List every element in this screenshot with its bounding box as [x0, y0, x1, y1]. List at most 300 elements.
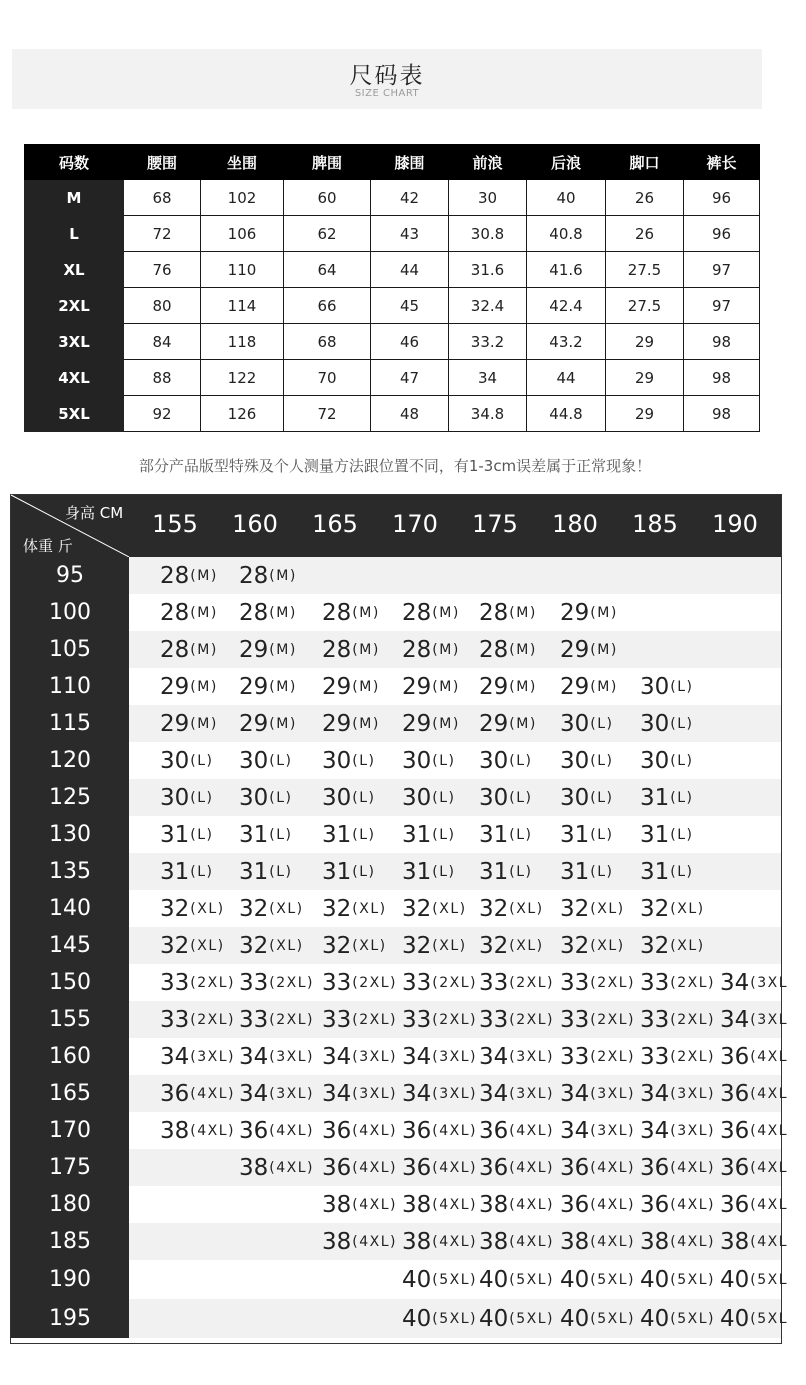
waist-size-number: 29: [560, 673, 590, 700]
waist-size-number: 40: [479, 1305, 509, 1332]
size-code: (XL): [269, 900, 304, 917]
waist-size-number: 38: [479, 1191, 509, 1218]
size-code: (3XL): [352, 1085, 398, 1102]
size-code: (5XL: [750, 1310, 789, 1327]
size-code: (M): [432, 641, 460, 658]
header-band: [12, 49, 762, 109]
weight-row-label: 150: [11, 964, 129, 1001]
waist-size-number: 40: [640, 1266, 670, 1293]
size-code: (M): [190, 641, 218, 658]
size-recommendation-cell: [479, 1149, 565, 1186]
weight-row-label: 145: [11, 927, 129, 964]
measurement-cell: 34: [449, 360, 527, 396]
size-recommendation-cell: [322, 1112, 408, 1149]
size-recommendation-cell: [160, 594, 246, 631]
size-recommendation-cell: [640, 1112, 726, 1149]
size-recommendation-cell: [239, 1001, 325, 1038]
measurement-cell: 66: [284, 288, 371, 324]
weight-row-label: 120: [11, 742, 129, 779]
size-code: (2XL): [670, 1011, 716, 1028]
size-recommendation-cell: [479, 1075, 565, 1112]
waist-size-number: 40: [640, 1305, 670, 1332]
waist-size-number: 30: [640, 710, 670, 737]
size-recommendation-cell: [402, 594, 488, 631]
size-label-cell: 5XL: [25, 396, 124, 432]
waist-size-number: 38: [322, 1228, 352, 1255]
measurement-cell: 40.8: [527, 216, 606, 252]
size-code: (XL): [432, 937, 467, 954]
size-code: (XL): [269, 937, 304, 954]
waist-size-number: 36: [560, 1191, 590, 1218]
waist-size-number: 32: [160, 932, 190, 959]
size-code: (L): [269, 826, 293, 843]
size-code: (XL): [509, 937, 544, 954]
size-recommendation-cell: [160, 927, 246, 964]
waist-size-number: 36: [479, 1154, 509, 1181]
measurement-cell: 31.6: [449, 252, 527, 288]
waist-size-number: 30: [640, 673, 670, 700]
waist-size-number: 32: [560, 932, 590, 959]
size-recommendation-cell: [322, 890, 408, 927]
size-recommendation-cell: [239, 927, 325, 964]
waist-size-number: 34: [560, 1117, 590, 1144]
size-code: (L): [509, 863, 533, 880]
measurement-cell: 33.2: [449, 324, 527, 360]
measurement-cell: 42.4: [527, 288, 606, 324]
measurement-cell: 114: [201, 288, 284, 324]
size-recommendation-cell: [239, 964, 325, 1001]
size-recommendation-cell: [402, 631, 488, 668]
measurement-cell: 118: [201, 324, 284, 360]
waist-size-number: 33: [640, 1043, 670, 1070]
waist-size-number: 36: [720, 1043, 750, 1070]
size-recommendation-cell: [720, 1112, 806, 1149]
size-recommendation-cell: [402, 1299, 488, 1338]
size-code: (L): [590, 863, 614, 880]
measurement-cell: 29: [606, 396, 684, 432]
size-code: (4XL): [670, 1159, 716, 1176]
waist-size-number: 28: [160, 636, 190, 663]
size-code: (L): [432, 826, 456, 843]
size-recommendation-cell: [402, 1001, 488, 1038]
size-recommendation-cell: [322, 631, 408, 668]
waist-size-number: 32: [322, 932, 352, 959]
waist-size-number: 33: [160, 969, 190, 996]
size-recommendation-cell: [322, 816, 408, 853]
size-code: (M): [590, 678, 618, 695]
measurement-cell: 34.8: [449, 396, 527, 432]
size-recommendation-cell: [560, 890, 646, 927]
measurement-cell: 26: [606, 180, 684, 216]
measurement-cell: 45: [371, 288, 449, 324]
waist-size-number: 33: [560, 1043, 590, 1070]
waist-size-number: 32: [560, 895, 590, 922]
weight-row-label: 100: [11, 594, 129, 631]
size-recommendation-cell: [322, 1001, 408, 1038]
table-row: [11, 557, 781, 594]
measurement-cell: 70: [284, 360, 371, 396]
size-code: (4XL): [509, 1233, 555, 1250]
weight-row-label: 170: [11, 1112, 129, 1149]
waist-size-number: 31: [479, 821, 509, 848]
waist-size-number: 32: [640, 932, 670, 959]
size-code: (M): [269, 641, 297, 658]
size-recommendation-cell: [402, 668, 488, 705]
waist-size-number: 36: [720, 1191, 750, 1218]
waist-size-number: 33: [560, 969, 590, 996]
size-recommendation-cell: [479, 1299, 565, 1338]
size-recommendation-cell: [640, 1299, 726, 1338]
size-recommendation-cell: [640, 742, 726, 779]
waist-size-number: 30: [402, 784, 432, 811]
table-row: [11, 1112, 789, 1149]
size-code: (2XL): [352, 1011, 398, 1028]
measurement-cell: 97: [684, 252, 760, 288]
size-recommendation-cell: [479, 853, 565, 890]
waist-size-number: 28: [239, 562, 269, 589]
size-recommendation-cell: [322, 1186, 408, 1223]
waist-size-number: 29: [402, 710, 432, 737]
size-recommendation-cell: [720, 1260, 806, 1299]
size-recommendation-cell: [239, 594, 325, 631]
size-recommendation-cell: [720, 1001, 806, 1038]
measurement-cell: 72: [284, 396, 371, 432]
size-recommendation-cell: [560, 1001, 646, 1038]
waist-size-number: 30: [479, 747, 509, 774]
waist-size-number: 36: [720, 1154, 750, 1181]
waist-size-number: 30: [239, 784, 269, 811]
size-recommendation-cell: [160, 705, 246, 742]
size-code: (XL): [352, 937, 387, 954]
size-recommendation-cell: [160, 853, 246, 890]
waist-size-number: 38: [479, 1228, 509, 1255]
size-code: (2XL): [509, 974, 555, 991]
size-code: (3XL): [269, 1085, 315, 1102]
size-code: (L): [670, 826, 694, 843]
waist-size-number: 34: [640, 1080, 670, 1107]
table-row: [25, 252, 760, 288]
size-recommendation-cell: [239, 890, 325, 927]
waist-size-number: 33: [640, 969, 670, 996]
size-code: (4XL): [432, 1233, 478, 1250]
size-recommendation-grid: [10, 494, 789, 1344]
size-code: (2XL): [269, 1011, 315, 1028]
size-code: (L): [269, 752, 293, 769]
measurement-cell: 32.4: [449, 288, 527, 324]
size-code: (3XL): [509, 1085, 555, 1102]
size-recommendation-cell: [239, 705, 325, 742]
column-header: 脚口: [606, 145, 684, 180]
waist-size-number: 38: [402, 1191, 432, 1218]
waist-size-number: 31: [322, 821, 352, 848]
size-recommendation-cell: [160, 964, 246, 1001]
waist-size-number: 36: [640, 1191, 670, 1218]
size-code: (5XL): [670, 1310, 716, 1327]
waist-size-number: 38: [160, 1117, 190, 1144]
waist-size-number: 40: [479, 1266, 509, 1293]
waist-size-number: 29: [479, 710, 509, 737]
size-recommendation-cell: [479, 742, 565, 779]
measurement-cell: 43.2: [527, 324, 606, 360]
size-recommendation-cell: [322, 853, 408, 890]
weight-row-label: 110: [11, 668, 129, 705]
size-table-header: [25, 145, 760, 180]
size-code: (L): [670, 715, 694, 732]
waist-size-number: 29: [160, 710, 190, 737]
waist-size-number: 30: [640, 747, 670, 774]
size-code: (M): [190, 604, 218, 621]
measurement-cell: 88: [124, 360, 201, 396]
weight-row-label: 115: [11, 705, 129, 742]
waist-size-number: 31: [479, 858, 509, 885]
table-row: [11, 1299, 789, 1338]
size-recommendation-cell: [322, 1149, 408, 1186]
waist-size-number: 28: [160, 562, 190, 589]
measurement-cell: 43: [371, 216, 449, 252]
size-code: (XL): [352, 900, 387, 917]
size-recommendation-cell: [720, 1186, 806, 1223]
measurement-cell: 106: [201, 216, 284, 252]
size-recommendation-cell: [160, 1112, 246, 1149]
size-recommendation-cell: [479, 1223, 565, 1260]
table-row: [11, 1260, 789, 1299]
size-code: (4XL): [190, 1122, 236, 1139]
size-code: (L): [432, 789, 456, 806]
waist-size-number: 31: [239, 858, 269, 885]
size-code: (2XL): [509, 1011, 555, 1028]
size-recommendation-cell: [239, 1149, 325, 1186]
size-recommendation-cell: [640, 853, 726, 890]
size-recommendation-cell: [640, 779, 726, 816]
size-recommendation-cell: [239, 668, 325, 705]
size-code: (4XL): [352, 1233, 398, 1250]
measurement-cell: 29: [606, 324, 684, 360]
table-row: [11, 742, 781, 779]
size-recommendation-cell: [720, 1223, 806, 1260]
size-code: (M): [269, 715, 297, 732]
measurement-cell: 60: [284, 180, 371, 216]
waist-size-number: 30: [160, 784, 190, 811]
size-code: (L): [352, 752, 376, 769]
size-code: (3XL: [750, 974, 789, 991]
waist-size-number: 28: [322, 599, 352, 626]
waist-size-number: 30: [239, 747, 269, 774]
size-recommendation-cell: [640, 927, 726, 964]
height-column-header: 185: [632, 510, 678, 538]
measurement-cell: 44: [371, 252, 449, 288]
size-recommendation-cell: [160, 816, 246, 853]
waist-size-number: 34: [720, 1006, 750, 1033]
size-recommendation-cell: [402, 1038, 488, 1075]
size-code: (3XL): [670, 1085, 716, 1102]
size-recommendation-cell: [402, 779, 488, 816]
waist-size-number: 33: [479, 1006, 509, 1033]
measurement-cell: 40: [527, 180, 606, 216]
size-label-cell: 2XL: [25, 288, 124, 324]
size-recommendation-cell: [322, 1223, 408, 1260]
table-row: [11, 1149, 789, 1186]
size-code: (M): [269, 604, 297, 621]
height-column-header: 170: [392, 510, 438, 538]
size-recommendation-cell: [479, 927, 565, 964]
size-recommendation-cell: [402, 705, 488, 742]
waist-size-number: 34: [560, 1080, 590, 1107]
size-code: (L): [670, 789, 694, 806]
size-recommendation-cell: [479, 594, 565, 631]
waist-size-number: 30: [160, 747, 190, 774]
measurement-cell: 68: [284, 324, 371, 360]
size-recommendation-cell: [239, 816, 325, 853]
size-code: (4XL): [590, 1159, 636, 1176]
size-recommendation-cell: [560, 594, 646, 631]
measurement-cell: 64: [284, 252, 371, 288]
size-label-cell: 4XL: [25, 360, 124, 396]
waist-size-number: 28: [322, 636, 352, 663]
waist-size-number: 34: [479, 1043, 509, 1070]
waist-size-number: 40: [402, 1266, 432, 1293]
measurement-cell: 42: [371, 180, 449, 216]
waist-size-number: 40: [560, 1266, 590, 1293]
waist-size-number: 28: [160, 599, 190, 626]
size-recommendation-cell: [160, 1001, 246, 1038]
size-recommendation-cell: [160, 742, 246, 779]
waist-size-number: 34: [402, 1080, 432, 1107]
size-recommendation-cell: [402, 964, 488, 1001]
size-code: (L): [269, 863, 293, 880]
waist-size-number: 31: [239, 821, 269, 848]
waist-size-number: 33: [322, 969, 352, 996]
waist-size-number: 36: [322, 1154, 352, 1181]
waist-size-number: 32: [402, 932, 432, 959]
waist-size-number: 29: [560, 599, 590, 626]
size-recommendation-cell: [322, 1075, 408, 1112]
size-code: (M): [432, 715, 460, 732]
size-recommendation-cell: [402, 1075, 488, 1112]
size-recommendation-cell: [560, 927, 646, 964]
weight-row-label: 175: [11, 1149, 129, 1186]
waist-size-number: 28: [402, 599, 432, 626]
size-recommendation-cell: [640, 1001, 726, 1038]
size-recommendation-cell: [239, 1075, 325, 1112]
weight-row-label: 155: [11, 1001, 129, 1038]
size-recommendation-cell: [640, 1260, 726, 1299]
size-code: (3XL): [190, 1048, 236, 1065]
size-code: (4XL): [352, 1159, 398, 1176]
measurement-cell: 62: [284, 216, 371, 252]
waist-size-number: 34: [322, 1043, 352, 1070]
size-recommendation-cell: [560, 1075, 646, 1112]
measurement-cell: 30: [449, 180, 527, 216]
waist-size-number: 33: [640, 1006, 670, 1033]
size-recommendation-cell: [322, 705, 408, 742]
waist-size-number: 30: [322, 747, 352, 774]
waist-size-number: 33: [560, 1006, 590, 1033]
size-recommendation-cell: [479, 1038, 565, 1075]
waist-size-number: 34: [160, 1043, 190, 1070]
waist-size-number: 29: [160, 673, 190, 700]
size-code: (M): [269, 678, 297, 695]
size-code: (L): [670, 678, 694, 695]
size-code: (3XL): [352, 1048, 398, 1065]
size-code: (2XL): [269, 974, 315, 991]
size-code: (4XL): [590, 1196, 636, 1213]
size-recommendation-cell: [720, 1299, 806, 1338]
size-code: (2XL): [432, 974, 478, 991]
size-recommendation-cell: [720, 1075, 806, 1112]
size-recommendation-cell: [160, 890, 246, 927]
waist-size-number: 38: [239, 1154, 269, 1181]
size-recommendation-cell: [322, 742, 408, 779]
size-recommendation-cell: [479, 964, 565, 1001]
size-code: (M): [590, 604, 618, 621]
table-row: [11, 1038, 789, 1075]
size-recommendation-cell: [160, 779, 246, 816]
page-subtitle: SIZE CHART: [354, 88, 420, 99]
height-column-header: 165: [312, 510, 358, 538]
table-row: [11, 779, 781, 816]
size-recommendation-cell: [560, 816, 646, 853]
weight-row-label: 140: [11, 890, 129, 927]
table-row: [11, 816, 781, 853]
waist-size-number: 34: [402, 1043, 432, 1070]
size-recommendation-cell: [640, 1075, 726, 1112]
size-code: (5XL): [590, 1310, 636, 1327]
size-code: (2XL): [590, 1011, 636, 1028]
measurement-cell: 96: [684, 216, 760, 252]
size-code: (XL): [670, 937, 705, 954]
measurement-cell: 27.5: [606, 288, 684, 324]
size-recommendation-cell: [402, 1112, 488, 1149]
size-recommendation-cell: [322, 964, 408, 1001]
waist-size-number: 38: [640, 1228, 670, 1255]
size-code: (3XL): [670, 1122, 716, 1139]
waist-size-number: 31: [640, 821, 670, 848]
waist-size-number: 36: [720, 1080, 750, 1107]
size-code: (L): [190, 826, 214, 843]
size-code: (2XL): [590, 1048, 636, 1065]
size-recommendation-cell: [479, 890, 565, 927]
size-code: (L): [670, 863, 694, 880]
size-code: (5XL): [670, 1271, 716, 1288]
size-recommendation-cell: [560, 1260, 646, 1299]
size-code: (M): [509, 715, 537, 732]
weight-row-label: 195: [11, 1299, 129, 1338]
weight-row-label: 135: [11, 853, 129, 890]
measurement-cell: 30.8: [449, 216, 527, 252]
waist-size-number: 40: [402, 1305, 432, 1332]
size-recommendation-cell: [239, 631, 325, 668]
measurement-cell: 26: [606, 216, 684, 252]
waist-size-number: 29: [239, 636, 269, 663]
table-row: [25, 216, 760, 252]
waist-size-number: 33: [239, 1006, 269, 1033]
waist-size-number: 32: [479, 932, 509, 959]
size-code: (M): [509, 641, 537, 658]
size-code: (2XL): [190, 1011, 236, 1028]
size-code: (L): [509, 789, 533, 806]
size-recommendation-cell: [640, 1186, 726, 1223]
size-measurement-table: [24, 144, 760, 432]
waist-size-number: 32: [402, 895, 432, 922]
size-code: (4XL): [432, 1159, 478, 1176]
size-recommendation-cell: [560, 779, 646, 816]
size-code: (L): [590, 789, 614, 806]
size-label-cell: L: [25, 216, 124, 252]
waist-size-number: 36: [560, 1154, 590, 1181]
size-code: (L): [190, 752, 214, 769]
size-code: (2XL): [670, 1048, 716, 1065]
size-recommendation-cell: [402, 853, 488, 890]
